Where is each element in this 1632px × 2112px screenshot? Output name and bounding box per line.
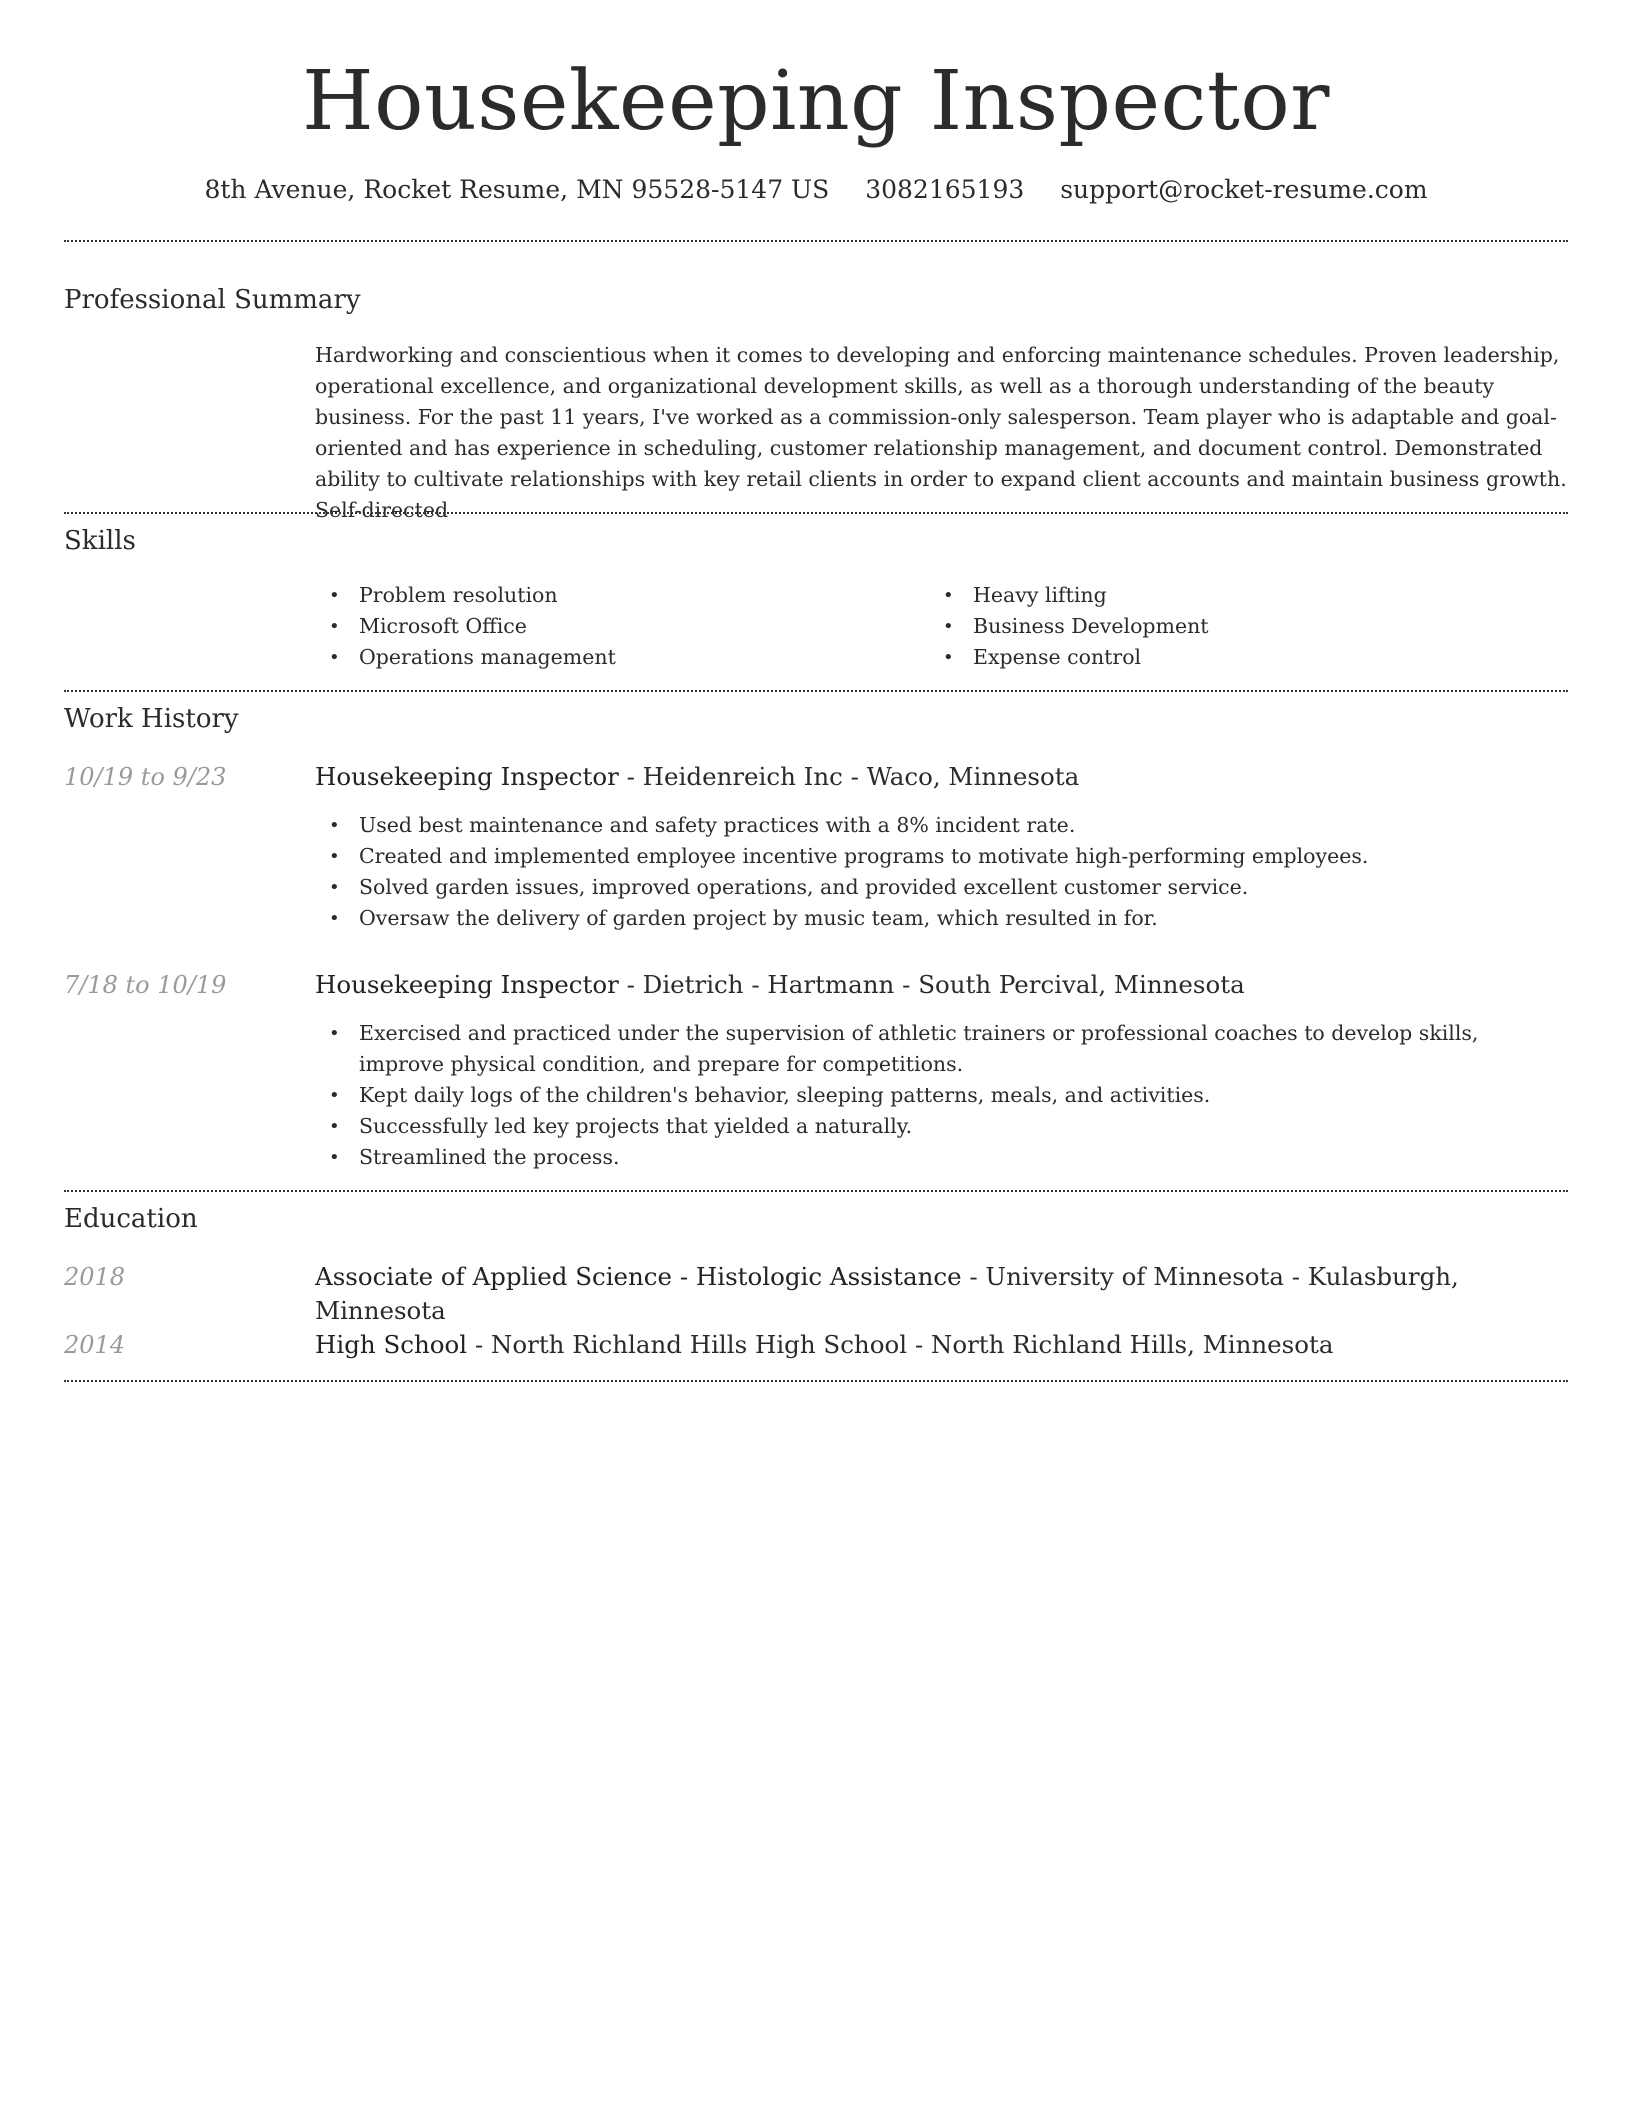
divider xyxy=(64,1190,1568,1192)
job-bullet: • Kept daily logs of the children's behavior, sleeping patterns, meals, and activities. xyxy=(315,1080,1568,1111)
education-school: - North Richland Hills High School - North Richland Hills, Minnesota xyxy=(467,1330,1334,1359)
job-heading xyxy=(315,760,1568,794)
skill-item: • Microsoft Office xyxy=(315,611,915,642)
divider xyxy=(64,690,1568,692)
skills-list-left xyxy=(315,580,915,673)
divider xyxy=(64,512,1568,514)
job-bullet: • Used best maintenance and safety practices with a 8% incident rate. xyxy=(315,810,1568,841)
job-bullet: • Exercised and practiced under the supervision of athletic trainers or professional coaches to develop skills, improve physical condition, and prepare for competitions. xyxy=(315,1018,1568,1080)
job-bullets xyxy=(315,1018,1568,1173)
job-bullet: • Oversaw the delivery of garden project by music team, which resulted in for. xyxy=(315,903,1568,934)
contact-email: support@rocket-resume.com xyxy=(1060,175,1428,204)
summary-text: Hardworking and conscientious when it comes to developing and enforcing maintenance schedules. Proven leadership, operational excellence, and organizational development skills, as well as a thorough understanding of the beauty business. For the past 11 years, I've worked as a commission-only salesperson. Team player who is adaptable and goal-oriented and has experience in scheduling, customer relationship management, and document control. Demonstrated ability to cultivate relationships with key retail clients in order to expand client accounts and maintain business growth. Self-directed xyxy=(315,343,1567,522)
divider xyxy=(64,1380,1568,1382)
section-title-skills: Skills xyxy=(64,526,136,556)
job-dates: 10/19 to 9/23 xyxy=(64,763,227,791)
skills-list-right xyxy=(929,580,1529,673)
section-title-summary: Professional Summary xyxy=(64,285,361,315)
job-bullet: • Created and implemented employee incentive programs to motivate high-performing employees. xyxy=(315,841,1568,872)
education-year: 2014 xyxy=(64,1331,126,1359)
job-bullets xyxy=(315,810,1568,934)
skill-item: • Expense control xyxy=(929,642,1529,673)
candidate-name: Housekeeping Inspector xyxy=(302,54,1330,149)
education-degree: Associate of Applied Science - Histologic Assistance xyxy=(315,1262,962,1291)
education-heading xyxy=(315,1260,1568,1328)
contact-line xyxy=(0,170,1632,210)
job-role: Housekeeping Inspector xyxy=(315,970,619,999)
education-degree: High School xyxy=(315,1330,468,1359)
job-bullet: • Solved garden issues, improved operations, and provided excellent customer service. xyxy=(315,872,1568,903)
section-title-work: Work History xyxy=(64,704,239,734)
job-dates: 7/18 to 10/19 xyxy=(64,971,227,999)
skill-item: • Problem resolution xyxy=(315,580,915,611)
contact-phone: 3082165193 xyxy=(865,175,1025,204)
education-year: 2018 xyxy=(64,1263,126,1291)
section-title-education: Education xyxy=(64,1204,198,1234)
job-employer: - Dietrich - Hartmann - South Percival, Minnesota xyxy=(618,970,1245,999)
skill-item: • Operations management xyxy=(315,642,915,673)
job-bullet: • Successfully led key projects that yielded a naturally. xyxy=(315,1111,1568,1142)
contact-address: 8th Avenue, Rocket Resume, MN 95528-5147 US xyxy=(204,175,830,204)
skill-item: • Heavy lifting xyxy=(929,580,1529,611)
job-employer: - Heidenreich Inc - Waco, Minnesota xyxy=(618,762,1080,791)
divider xyxy=(64,240,1568,242)
job-role: Housekeeping Inspector xyxy=(315,762,619,791)
job-heading xyxy=(315,968,1568,1002)
education-heading xyxy=(315,1328,1568,1362)
education-school: - University of Minnesota - Kulasburgh, Minnesota xyxy=(315,1262,1459,1325)
skill-item: • Business Development xyxy=(929,611,1529,642)
job-bullet: • Streamlined the process. xyxy=(315,1142,1568,1173)
